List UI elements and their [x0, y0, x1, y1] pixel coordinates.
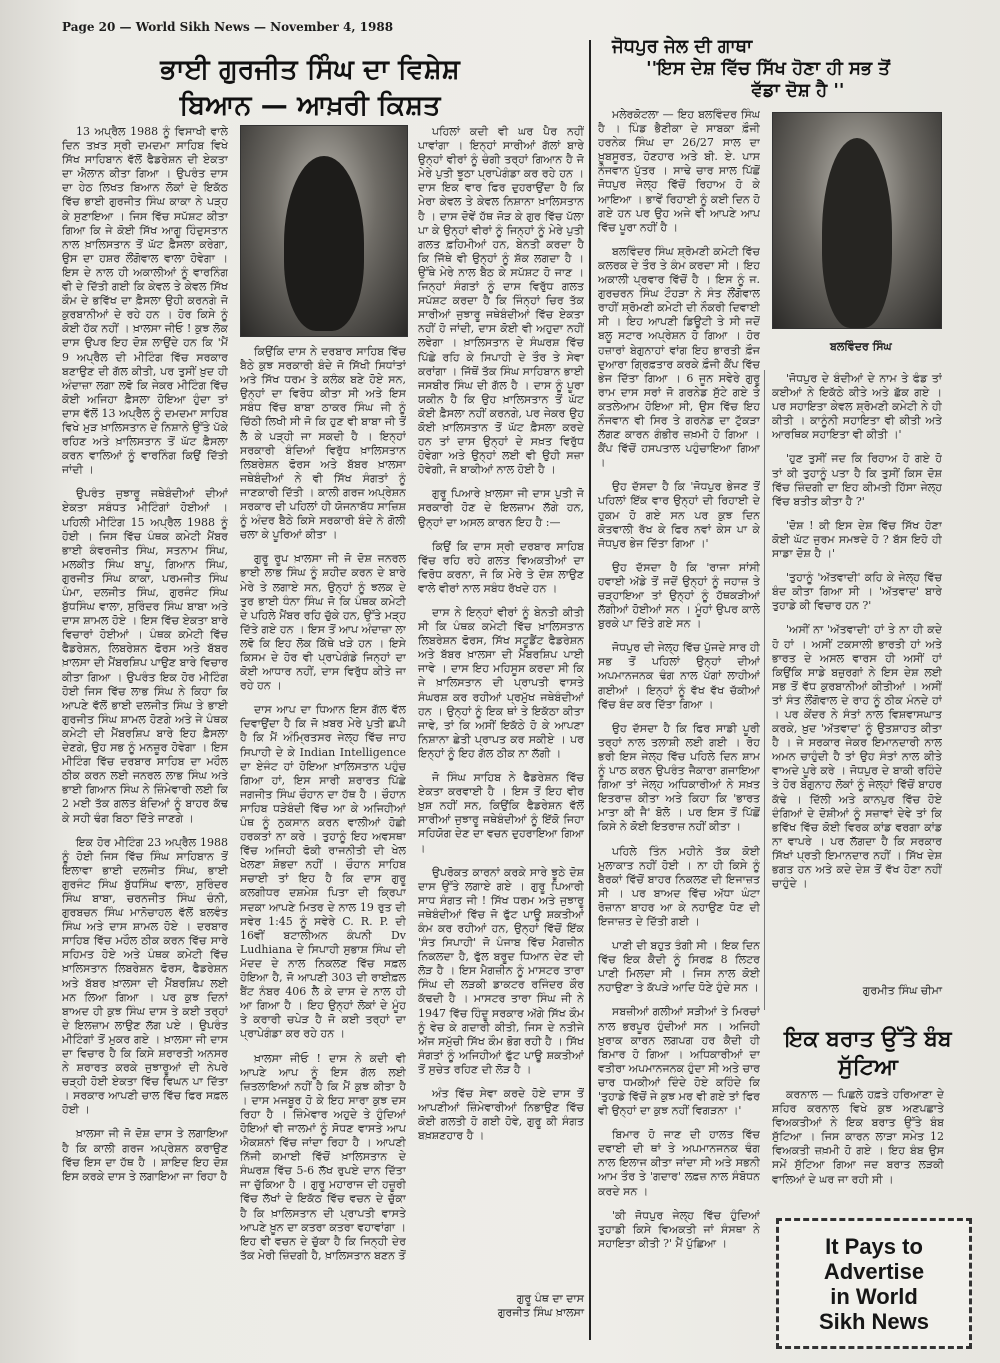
article1-paragraph: ਖ਼ਾਲਸਾ ਜੀ ਜੋ ਦੋਸ਼ ਦਾਸ ਤੇ ਲਗਾਇਆ ਹੈ ਕਿ ਕਾਲੀ ਗਰਜ ਅਪ੍ਰੇਸ਼ਨ ਕਰਾਉਣ ਵਿੱਚ ਇਸ ਦਾ ਹੱਥ ਹੈ । ਸ਼ਾਇਦ ਇਹ ਦੋਸ਼ ਇਸ ਕਰਕੇ ਦਾਸ ਤੇ ਲਗਾਇਆ ਜਾ ਰਿਹਾ ਹੈ [62, 1127, 228, 1183]
article2-paragraph: ਪਾਣੀ ਦੀ ਬਹੁਤ ਤੰਗੀ ਸੀ । ਇਕ ਦਿਨ ਵਿੱਚ ਇਕ ਕੈਦੀ ਨੂੰ ਸਿਰਫ਼ 8 ਲਿਟਰ ਪਾਣੀ ਮਿਲਦਾ ਸੀ । ਜਿਸ ਨਾਲ ਕੋਈ ਨਹਾਉਣਾ ਤੇ ਕੱਪੜੇ ਆਦਿ ਧੋਣੇ ਹੁੰਦੇ ਸਨ । [598, 939, 760, 995]
article2-paragraph: ਬਿਮਾਰ ਹੋ ਜਾਣ ਦੀ ਹਾਲਤ ਵਿੱਚ ਦਵਾਈ ਦੀ ਥਾਂ ਤੇ ਅਪਮਾਨਜਨਕ ਢੰਗ ਨਾਲ ਇਲਾਜ ਕੀਤਾ ਜਾਂਦਾ ਸੀ ਅਤੇ ਸਭਨੀ ਆਮ ਤੌਰ ਤੇ 'ਗਦਾਰ' ਲਫ਼ਜ਼ ਨਾਲ ਸੰਬੋਧਨ ਕਰਦੇ ਸਨ । [598, 1128, 760, 1198]
article2-paragraph: ਬਲਵਿੰਦਰ ਸਿੰਘ ਸ਼੍ਰੋਮਣੀ ਕਮੇਟੀ ਵਿੱਚ ਕਲਰਕ ਦੇ ਤੌਰ ਤੇ ਕੰਮ ਕਰਦਾ ਸੀ । ਇਹ ਅਕਾਲੀ ਪ੍ਰਵਾਰ ਵਿੱਚੋਂ ਹੈ । ਇਸ ਨੂੰ ਜ. ਗੁਰਚਰਨ ਸਿੰਘ ਟੌਹੜਾ ਨੇ ਸੰਤ ਲੌਂਗੋਵਾਲ ਰਾਹੀਂ ਸ਼੍ਰੋਮਣੀ ਕਮੇਟੀ ਦੀ ਨੌਕਰੀ ਦਿਵਾਈ ਸੀ । ਇਹ ਆਪਣੀ ਡਿਊਟੀ ਤੇ ਸੀ ਜਦੋਂ ਬਲੂ ਸਟਾਰ ਅਪ੍ਰੇਸ਼ਨ ਹੋ ਗਿਆ । ਹੋਰ ਹਜ਼ਾਰਾਂ ਬੇਗੁਨਾਹਾਂ ਵਾਂਗ ਇਹ ਭਾਰਤੀ ਫ਼ੌਜ ਦੁਆਰਾ ਗ੍ਰਿਫ਼ਤਾਰ ਕਰਕੇ ਫ਼ੌਜੀ ਕੈਂਪ ਵਿੱਚ ਭੇਜ ਦਿੱਤਾ ਗਿਆ । 6 ਜੂਨ ਸਵੇਰੇ ਗੁਰੂ ਰਾਮ ਦਾਸ ਸਰਾਂ ਜੋ ਗਰਨੇਡ ਸੁੱਟੇ ਗਏ ਤੇ ਕਤਲੇਆਮ ਹੋਇਆ ਸੀ, ਉਸ ਵਿੱਚ ਇਹ ਨੌਜਵਾਨ ਵੀ ਸਿਰ ਤੇ ਗਰਨੇਡ ਦਾ ਟੁੱਕੜਾ ਲੱਗਣ ਕਾਰਨ ਗੰਭੀਰ ਜ਼ਖ਼ਮੀ ਹੋ ਗਿਆ । ਕੈਂਪ ਵਿੱਚੋਂ ਹਸਪਤਾਲ ਪਹੁੰਚਾਇਆ ਗਿਆ । [598, 244, 760, 470]
article2-paragraph: 'ਤੁਹਾਨੂੰ 'ਅੱਤਵਾਦੀ' ਕਹਿ ਕੇ ਜੇਲ੍ਹ ਵਿੱਚ ਬੰਦ ਕੀਤਾ ਗਿਆ ਸੀ । 'ਅੱਤਵਾਦ' ਬਾਰੇ ਤੁਹਾਡੇ ਕੀ ਵਿਚਾਰ ਹਨ ?' [772, 571, 942, 613]
article1-signature [418, 1292, 584, 1320]
column-divider [764, 370, 765, 1010]
article3-headline-line1: ਇਕ ਬਰਾਤ ਉੱਤੇ ਬੰਬ [784, 1027, 952, 1052]
article2-photo-caption: ਬਲਵਿੰਦਰ ਸਿੰਘ [830, 340, 892, 353]
article2-paragraph: ਉਹ ਦੱਸਦਾ ਹੈ ਕਿ 'ਰਾਜਾ ਸਾਂਸੀ ਹਵਾਈ ਅੱਡੇ ਤੋਂ ਜਦੋਂ ਉਨ੍ਹਾਂ ਨੂੰ ਜਹਾਜ਼ ਤੇ ਚੜ੍ਹਾਇਆ ਤਾਂ ਉਨ੍ਹਾਂ ਨੂੰ ਹੱਥਕੜੀਆਂ ਲੱਗੀਆਂ ਹੋਈਆਂ ਸਨ । ਮੂੰਹਾਂ ਉਪਰ ਕਾਲੇ ਬੁਰਕੇ ਪਾ ਦਿੱਤੇ ਗਏ ਸਨ । [598, 560, 760, 631]
article1-paragraph: ਕਿਉਂਕਿ ਦਾਸ ਨੇ ਦਰਬਾਰ ਸਾਹਿਬ ਵਿੱਚ ਬੈਠੇ ਕੁਝ ਸਰਕਾਰੀ ਬੰਦੇ ਜੋ ਸਿੱਖੀ ਸਿਧਾਂਤਾਂ ਅਤੇ ਸਿੱਖ ਧਰਮ ਤੇ ਕਲੰਕ ਬਣੇ ਹੋਏ ਸਨ, ਉਨ੍ਹਾਂ ਦਾ ਵਿਰੋਧ ਕੀਤਾ ਸੀ ਅਤੇ ਇਸ ਸਬੰਧ ਵਿੱਚ ਬਾਬਾ ਠਾਕਰ ਸਿੰਘ ਜੀ ਨੂੰ ਚਿੱਠੀ ਲਿਖੀ ਸੀ ਜੋ ਕਿ ਹੁਣ ਵੀ ਬਾਬਾ ਜੀ ਤੋਂ ਲੈ ਕੇ ਪੜ੍ਹੀ ਜਾ ਸਕਦੀ ਹੈ । ਇਨ੍ਹਾਂ ਸਰਕਾਰੀ ਬੰਦਿਆਂ ਵਿਰੁੱਧ ਖ਼ਾਲਿਸਤਾਨ ਲਿਬਰੇਸ਼ਨ ਫੋਰਸ ਅਤੇ ਬੱਬਰ ਖ਼ਾਲਸਾ ਜਥੇਬੰਦੀਆਂ ਨੇ ਵੀ ਸਿੱਖ ਸੰਗਤਾਂ ਨੂੰ ਜਾਣਕਾਰੀ ਦਿੱਤੀ । ਕਾਲੀ ਗਰਜ ਅਪ੍ਰੇਸ਼ਨ ਸਰਕਾਰ ਦੀ ਪਹਿਲਾਂ ਹੀ ਯੋਜਨਾਬੱਧ ਸਾਜ਼ਿਸ਼ ਨੂੰ ਅੰਦਰ ਬੈਠੇ ਕਿਸੇ ਸਰਕਾਰੀ ਬੰਦੇ ਨੇ ਗੋਲੀ ਚਲਾ ਕੇ ਪੂਰਿਆਂ ਕੀਤਾ । [240, 345, 406, 542]
article2-paragraph: 'ਦੋਸ਼ ! ਕੀ ਇਸ ਦੇਸ਼ ਵਿੱਚ ਸਿੱਖ ਹੋਣਾ ਕੋਈ ਘੱਟ ਜੁਰਮ ਸਮਝਦੇ ਹੋ ? ਬੱਸ ਇਹੋ ਹੀ ਸਾਡਾ ਦੋਸ਼ ਹੈ ।' [772, 518, 942, 561]
article2-byline: ਗੁਰਮੀਤ ਸਿੰਘ ਚੀਮਾ [862, 984, 942, 997]
portrait-silhouette [822, 138, 892, 328]
article3-body [772, 1088, 944, 1206]
ad-line: It Pays to [825, 1233, 923, 1259]
signature-line: ਗੁਰੂ ਪੰਥ ਦਾ ਦਾਸ [516, 1292, 584, 1305]
article1-photo [240, 125, 408, 337]
page-masthead: Page 20 — World Sikh News — November 4, 1988 [62, 20, 394, 34]
article2-paragraph: 'ਕੀ ਜੋਧਪੁਰ ਜੇਲ੍ਹ ਵਿੱਚ ਹੁੰਦਿਆਂ ਤੁਹਾਡੀ ਕਿਸੇ ਵਿਅਕਤੀ ਜਾਂ ਸੰਸਥਾ ਨੇ ਸਹਾਇਤਾ ਕੀਤੀ ?' ਮੈਂ ਪੁੱਛਿਆ । [598, 1208, 760, 1250]
article2-paragraph: 'ਹੁਣ ਤੁਸੀਂ ਜਦ ਕਿ ਰਿਹਾਅ ਹੋ ਗਏ ਹੋ ਤਾਂ ਕੀ ਤੁਹਾਨੂੰ ਪਤਾ ਹੈ ਕਿ ਤੁਸੀਂ ਕਿਸ ਦੋਸ਼ ਵਿੱਚ ਜ਼ਿੰਦਗੀ ਦਾ ਇਹ ਕੀਮਤੀ ਹਿੱਸਾ ਜੇਲ੍ਹ ਵਿੱਚ ਬਤੀਤ ਕੀਤਾ ਹੈ ?' [772, 452, 942, 508]
article1-paragraph: ਗੁਰੂ ਪਿਆਰੇ ਖ਼ਾਲਸਾ ਜੀ ਦਾਸ ਪੁਤੀ ਜੋ ਸਰਕਾਰੀ ਹੋਣ ਦੇ ਇਲਜ਼ਾਮ ਲੱਗੇ ਹਨ, ਉਨ੍ਹਾਂ ਦਾ ਅਸਲ ਕਾਰਨ ਇਹ ਹੈ :— [418, 487, 584, 529]
portrait-silhouette [284, 156, 364, 331]
ad-line: Advertise [823, 1258, 925, 1284]
article1-paragraph: ਉਪਰੋਕਤ ਕਾਰਨਾਂ ਕਰਕੇ ਸਾਰੇ ਝੂਠੇ ਦੋਸ਼ ਦਾਸ ਉੱਤੇ ਲਗਾਏ ਗਏ । ਗੁਰੂ ਪਿਆਰੀ ਸਾਧ ਸੰਗਤ ਜੀ ! ਸਿੱਖ ਧਰਮ ਅਤੇ ਜੁਝਾਰੂ ਜਥੇਬੰਦੀਆਂ ਵਿੱਚ ਜੋ ਫੁੱਟ ਪਾਊ ਸ਼ਕਤੀਆਂ ਕੰਮ ਕਰ ਰਹੀਆਂ ਹਨ, ਉਨ੍ਹਾਂ ਵਿੱਚੋਂ ਇੱਕ 'ਸੰਤ ਸਿਪਾਹੀ' ਜੋ ਪੰਜਾਬ ਵਿੱਚ ਮੈਗਜ਼ੀਨ ਨਿਕਲਦਾ ਹੈ, ਫੁੱਲ ਬਰੂਦ ਧਿਆਨ ਦੇਣ ਦੀ ਲੋੜ ਹੈ । ਇਸ ਮੈਗਜ਼ੀਨ ਨੂੰ ਮਾਸਟਰ ਤਾਰਾ ਸਿੰਘ ਦੀ ਲੜਕੀ ਡਾਕਟਰ ਰਜਿੰਦਰ ਕੌਰ ਕੱਢਦੀ ਹੈ । ਮਾਸਟਰ ਤਾਰਾ ਸਿੰਘ ਜੀ ਨੇ 1947 ਵਿੱਚ ਹਿੰਦੂ ਸਰਕਾਰ ਅੱਗੇ ਸਿੱਖ ਕੌਮ ਨੂੰ ਵੇਚ ਕੇ ਗਦਾਰੀ ਕੀਤੀ, ਜਿਸ ਦੇ ਨਤੀਜੇ ਅੱਜ ਸਮੁੱਚੀ ਸਿੱਖ ਕੌਮ ਭੋਗ ਰਹੀ ਹੈ । ਸਿੱਖ ਸੰਗਤਾਂ ਨੂੰ ਅਜਿਹੀਆਂ ਫੁੱਟ ਪਾਊ ਸ਼ਕਤੀਆਂ ਤੋਂ ਸੁਚੇਤ ਰਹਿਣ ਦੀ ਲੋੜ ਹੈ । [418, 865, 584, 1076]
article2-paragraph: ਉਹ ਦੱਸਦਾ ਹੈ ਕਿ ਫਿਰ ਸਾਡੀ ਪੂਰੀ ਤਰ੍ਹਾਂ ਨਾਲ ਤਲਾਸ਼ੀ ਲਈ ਗਈ । ਰੋਹ ਭਰੀ ਇਸ ਜੇਲ੍ਹ ਵਿੱਚ ਪਹਿਲੇ ਦਿਨ ਸ਼ਾਮ ਨੂੰ ਪਾਠ ਕਰਨ ਉਪਰੰਤ ਜੈਕਾਰਾ ਗਜਾਇਆ ਗਿਆ ਤਾਂ ਜੇਲ੍ਹ ਅਧਿਕਾਰੀਆਂ ਨੇ ਸਖ਼ਤ ਇਤਰਾਜ਼ ਕੀਤਾ ਅਤੇ ਕਿਹਾ ਕਿ 'ਭਾਰਤ ਮਾਤਾ ਕੀ ਜੈ' ਬੋਲੋ । ਪਰ ਇਸ ਤੋਂ ਪਿੱਛੋਂ ਕਿਸੇ ਨੇ ਕੋਈ ਇਤਰਾਜ਼ ਨਹੀਂ ਕੀਤਾ । [598, 721, 760, 834]
article2-paragraph: ਪਹਿਲੇ ਤਿੰਨ ਮਹੀਨੇ ਤੱਕ ਕੋਈ ਮੁਲਾਕਾਤ ਨਹੀਂ ਹੋਈ । ਨਾ ਹੀ ਕਿਸੇ ਨੂੰ ਬੈਰਕਾਂ ਵਿੱਚੋਂ ਬਾਹਰ ਨਿਕਲਣ ਦੀ ਇਜਾਜ਼ਤ ਸੀ । ਪਰ ਬਾਅਦ ਵਿੱਚ ਅੱਧਾ ਘੰਟਾ ਰੋਜ਼ਾਨਾ ਬਾਹਰ ਆ ਕੇ ਨਹਾਉਣ ਧੋਣ ਦੀ ਇਜਾਜ਼ਤ ਦੇ ਦਿੱਤੀ ਗਈ । [598, 844, 760, 928]
article2-paragraph: ਮਲੇਰਕੋਟਲਾ — ਇਹ ਬਲਵਿੰਦਰ ਸਿੰਘ ਹੈ । ਪਿੰਡ ਭੈਣੀਕਾ ਦੇ ਸਾਬਕਾ ਫ਼ੌਜੀ ਹਰਨੇਕ ਸਿੰਘ ਦਾ 26/27 ਸਾਲ ਦਾ ਖ਼ੂਬਸੂਰਤ, ਹੋਣਹਾਰ ਅਤੇ ਬੀ. ਏ. ਪਾਸ ਨੌਜਵਾਨ ਪੁੱਤਰ । ਸਾਢੇ ਚਾਰ ਸਾਲ ਪਿੱਛੋਂ ਜੋਧਪੁਰ ਜੇਲ੍ਹ ਵਿੱਚੋਂ ਰਿਹਾਅ ਹੋ ਕੇ ਆਇਆ । ਭਾਵੇਂ ਰਿਹਾਈ ਨੂੰ ਕਈ ਦਿਨ ਹੋ ਗਏ ਹਨ ਪਰ ਉਹ ਅਜੇ ਵੀ ਆਪਣੇ ਆਪ ਵਿੱਚ ਪੂਰਾ ਨਹੀਂ ਹੈ । [598, 108, 760, 234]
article2-column-1 [598, 108, 760, 1340]
article1-headline [120, 52, 500, 124]
article1-headline-line2: ਬਿਆਨ — ਆਖ਼ਰੀ ਕਿਸ਼ਤ [179, 90, 441, 121]
article2-headline [598, 36, 938, 102]
column-divider [589, 40, 591, 1340]
article3-headline-line2: ਸੁੱਟਿਆ [838, 1055, 898, 1080]
signature-name: ਗੁਰਜੀਤ ਸਿੰਘ ਖ਼ਾਲਸਾ [497, 1306, 584, 1319]
article2-column-2 [772, 372, 942, 967]
article1-paragraph: ਕਿਉਂ ਕਿ ਦਾਸ ਸ੍ਰੀ ਦਰਬਾਰ ਸਾਹਿਬ ਵਿੱਚ ਰਹਿ ਰਹੇ ਗਲਤ ਵਿਅਕਤੀਆਂ ਦਾ ਵਿਰੋਧ ਕਰਨਾ, ਜੋ ਕਿ ਮੇਰੇ ਤੇ ਦੋਸ਼ ਲਾਉਣ ਵਾਲੇ ਵੀਰਾਂ ਨਾਲ ਸਬੰਧ ਰੱਖਦੇ ਹਨ । [418, 539, 584, 595]
advertisement-box [776, 1218, 972, 1349]
article1-paragraph: ਜੋ ਸਿੰਘ ਸਾਹਿਬ ਨੇ ਫੈਡਰੇਸ਼ਨ ਵਿੱਚ ਏਕਤਾ ਕਰਵਾਈ ਹੈ । ਇਸ ਤੋਂ ਇਹ ਵੀਰ ਖ਼ੁਸ਼ ਨਹੀਂ ਸਨ, ਕਿਉਂਕਿ ਫੈਡਰੇਸ਼ਨ ਵੱਲੋਂ ਸਾਰੀਆਂ ਜੁਝਾਰੂ ਜਥੇਬੰਦੀਆਂ ਨੂੰ ਇੱਕੋ ਜਿਹਾ ਸਹਿਯੋਗ ਦੇਣ ਦਾ ਵਚਨ ਦੁਹਰਾਇਆ ਗਿਆ । [418, 771, 584, 855]
article1-paragraph: ਉਪਰੰਤ ਜੁਝਾਰੂ ਜਥੇਬੰਦੀਆਂ ਦੀਆਂ ਏਕਤਾ ਸਬੰਧਤ ਮੀਟਿੰਗਾਂ ਹੋਈਆਂ । ਪਹਿਲੀ ਮੀਟਿੰਗ 15 ਅਪ੍ਰੈਲ 1988 ਨੂੰ ਹੋਈ । ਜਿਸ ਵਿੱਚ ਪੰਥਕ ਕਮੇਟੀ ਮੈਂਬਰ ਭਾਈ ਕੰਵਰਜੀਤ ਸਿੰਘ, ਸਤਨਾਮ ਸਿੰਘ, ਮਲਕੀਤ ਸਿੰਘ ਬਾਪੂ, ਗਿਆਨ ਸਿੰਘ, ਗੁਰਜੀਤ ਸਿੰਘ ਕਾਕਾ, ਪਰਮਜੀਤ ਸਿੰਘ ਪੰਮਾ, ਦਲਜੀਤ ਸਿੰਘ, ਗੁਰਜੰਟ ਸਿੰਘ ਬੁੱਧਸਿੰਘ ਵਾਲਾ, ਸੁਰਿੰਦਰ ਸਿੰਘ ਬਾਬਾ ਅਤੇ ਦਾਸ ਸ਼ਾਮਲ ਹੋਏ । ਇਸ ਵਿੱਚ ਏਕਤਾ ਬਾਰੇ ਵਿਚਾਰਾਂ ਹੋਈਆਂ । ਪੰਥਕ ਕਮੇਟੀ ਵਿੱਚ ਫੈਡਰੇਸ਼ਨ, ਲਿਬਰੇਸ਼ਨ ਫੋਰਸ ਅਤੇ ਬੱਬਰ ਖ਼ਾਲਸਾ ਦੀ ਮੈਂਬਰਸ਼ਿਪ ਪਾਉਣ ਬਾਰੇ ਵਿਚਾਰ ਕੀਤਾ ਗਿਆ । ਉਪਰੰਤ ਇਕ ਹੋਰ ਮੀਟਿੰਗ ਹੋਈ ਜਿਸ ਵਿੱਚ ਲਾਭ ਸਿੰਘ ਨੇ ਕਿਹਾ ਕਿ ਆਪਣੇ ਵੱਲੋਂ ਭਾਈ ਦਲਜੀਤ ਸਿੰਘ ਤੇ ਭਾਈ ਗੁਰਜੀਤ ਸਿੰਘ ਸ਼ਾਮਲ ਹੋਣਗੇ ਅਤੇ ਜੇ ਪੰਥਕ ਕਮੇਟੀ ਦੀ ਮੈਂਬਰਸ਼ਿਪ ਬਾਰੇ ਇਹ ਫ਼ੈਸਲਾ ਦੇਣਗੇ, ਉਹ ਸਭ ਨੂੰ ਮਨਜ਼ੂਰ ਹੋਵੇਗਾ । ਇਸ ਮੀਟਿੰਗ ਵਿੱਚ ਦਰਬਾਰ ਸਾਹਿਬ ਦਾ ਮਹੌਲ ਠੀਕ ਕਰਨ ਲਈ ਜਨਰਲ ਲਾਭ ਸਿੰਘ ਅਤੇ ਭਾਈ ਗਿਆਨ ਸਿੰਘ ਨੇ ਜ਼ਿੰਮੇਵਾਰੀ ਲਈ ਕਿ 2 ਮਈ ਤੱਕ ਗਲਤ ਬੰਦਿਆਂ ਨੂੰ ਬਾਹਰ ਕੱਢ ਕੇ ਸਹੀ ਢੰਗ ਬਿਠਾ ਦਿੱਤੇ ਜਾਣਗੇ । [62, 487, 228, 825]
article2-paragraph: ਉਹ ਦੱਸਦਾ ਹੈ ਕਿ 'ਜੋਧਪੁਰ ਭੇਜਣ ਤੋਂ ਪਹਿਲਾਂ ਇੱਕ ਵਾਰ ਉਨ੍ਹਾਂ ਦੀ ਰਿਹਾਈ ਦੇ ਹੁਕਮ ਹੋ ਗਏ ਸਨ ਪਰ ਕੁਝ ਦਿਨ ਕੋਤਵਾਲੀ ਰੱਖ ਕੇ ਫਿਰ ਨਵਾਂ ਕੇਸ ਪਾ ਕੇ ਜੋਧਪੁਰ ਭੇਜ ਦਿੱਤਾ ਗਿਆ ।' [598, 480, 760, 550]
article1-paragraph: ਇਕ ਹੋਰ ਮੀਟਿੰਗ 23 ਅਪ੍ਰੈਲ 1988 ਨੂੰ ਹੋਈ ਜਿਸ ਵਿੱਚ ਸਿੰਘ ਸਾਹਿਬਾਨ ਤੋਂ ਇਲਾਵਾ ਭਾਈ ਦਲਜੀਤ ਸਿੰਘ, ਭਾਈ ਗੁਰਜੰਟ ਸਿੰਘ ਬੁੱਧਸਿੰਘ ਵਾਲਾ, ਸੁਰਿੰਦਰ ਸਿੰਘ ਬਾਬਾ, ਚਰਨਜੀਤ ਸਿੰਘ ਚੰਨੀ, ਗੁਰਬਚਨ ਸਿੰਘ ਮਾਨੋਚਾਹਲ ਵੱਲੋਂ ਬਲਵੰਤ ਸਿੰਘ ਅਤੇ ਦਾਸ ਸ਼ਾਮਲ ਹੋਏ । ਦਰਬਾਰ ਸਾਹਿਬ ਵਿੱਚ ਮਹੌਲ ਠੀਕ ਕਰਨ ਵਿੱਚ ਸਾਰੇ ਸਹਿਮਤ ਹੋਏ ਅਤੇ ਪੰਥਕ ਕਮੇਟੀ ਵਿੱਚ ਖ਼ਾਲਿਸਤਾਨ ਲਿਬਰੇਸ਼ਨ ਫੋਰਸ, ਫੈਡਰੇਸ਼ਨ ਅਤੇ ਬੱਬਰ ਖ਼ਾਲਸਾ ਦੀ ਮੈਂਬਰਸ਼ਿਪ ਲਈ ਮਨ ਲਿਆ ਗਿਆ । ਪਰ ਕੁਝ ਦਿਨਾਂ ਬਾਅਦ ਹੀ ਕੁਝ ਸਿੰਘ ਦਾਸ ਤੇ ਕਈ ਤਰ੍ਹਾਂ ਦੇ ਇਲਜ਼ਾਮ ਲਾਉਣ ਲੱਗ ਪਏ । ਉਪਰੰਤ ਮੀਟਿੰਗਾਂ ਤੋਂ ਮੁਕਰ ਗਏ । ਖ਼ਾਲਸਾ ਜੀ ਦਾਸ ਦਾ ਵਿਚਾਰ ਹੈ ਕਿ ਕਿਸੇ ਸ਼ਰਾਰਤੀ ਅਨਸਰ ਨੇ ਸ਼ਰਾਰਤ ਕਰਕੇ ਜੁਝਾਰੂਆਂ ਦੀ ਨੇਪਰੇ ਚੜ੍ਹੀ ਹੋਈ ਏਕਤਾ ਵਿੱਚ ਵਿਘਨ ਪਾ ਦਿੱਤਾ । ਸਰਕਾਰ ਆਪਣੀ ਚਾਲ ਵਿੱਚ ਫਿਰ ਸਫ਼ਲ ਹੋਈ । [62, 835, 228, 1117]
article1-paragraph: ਖ਼ਾਲਸਾ ਜੀਓ ! ਦਾਸ ਨੇ ਕਦੀ ਵੀ ਆਪਣੇ ਆਪ ਨੂੰ ਇਸ ਗੱਲ ਲਈ ਜ਼ਿਤਲਾਇਆਂ ਨਹੀਂ ਹੈ ਕਿ ਮੈਂ ਕੁਝ ਕੀਤਾ ਹੈ । ਦਾਸ ਮਜਬੂਰ ਹੋ ਕੇ ਇਹ ਸਾਰਾ ਕੁਝ ਦਸ ਰਿਹਾ ਹੈ । ਜ਼ਿੰਮੇਵਾਰ ਅਹੁਦੇ ਤੇ ਹੁੰਦਿਆਂ ਹੋਇਆਂ ਵੀ ਜਾਲਮਾਂ ਨੂੰ ਸੋਧਣ ਵਾਸਤੇ ਆਪ ਐਕਸ਼ਨਾਂ ਵਿੱਚ ਜਾਂਦਾ ਰਿਹਾ ਹੈ । ਆਪਣੀ ਨਿੱਜੀ ਕਮਾਈ ਵਿੱਚੋਂ ਖ਼ਾਲਿਸਤਾਨ ਦੇ ਸੰਘਰਸ਼ ਵਿੱਚ 5-6 ਲੱਖ ਰੁਪਏ ਦਾਨ ਦਿੱਤਾ ਜਾ ਚੁੱਕਿਆ ਹੈ । ਗੁਰੂ ਮਹਾਰਾਜ ਦੀ ਹਜ਼ੂਰੀ ਵਿੱਚ ਲੱਖਾਂ ਦੇ ਇਕੱਠ ਵਿੱਚ ਵਚਨ ਦੇ ਚੁੱਕਾ ਹੈ ਕਿ ਖ਼ਾਲਿਸਤਾਨ ਦੀ ਪ੍ਰਾਪਤੀ ਵਾਸਤੇ ਆਪਣੇ ਖ਼ੂਨ ਦਾ ਕਤਰਾ ਕਤਰਾ ਵਹਾਵਾਂਗਾ । ਇਹ ਵੀ ਵਚਨ ਦੇ ਚੁੱਕਾ ਹੈ ਕਿ ਜਿਨ੍ਹੀ ਦੇਰ ਤੱਕ ਮੇਰੀ ਜ਼ਿੰਦਗੀ ਹੈ, ਖ਼ਾਲਿਸਤਾਨ ਬਣਨ ਤੋਂ [240, 1051, 406, 1262]
article2-headline-line1: ਜੋਧਪੁਰ ਜੇਲ ਦੀ ਗਾਥਾ [612, 36, 753, 57]
article2-headline-line2: ''ਇਸ ਦੇਸ਼ ਵਿੱਚ ਸਿੱਖ ਹੋਣਾ ਹੀ ਸਭ ਤੋਂ [646, 58, 890, 79]
article1-column-1 [62, 125, 228, 1340]
article1-headline-line1: ਭਾਈ ਗੁਰਜੀਤ ਸਿੰਘ ਦਾ ਵਿਸ਼ੇਸ਼ [160, 54, 460, 85]
article1-paragraph: ਪਹਿਲਾਂ ਕਦੀ ਵੀ ਘਰ ਪੈਰ ਨਹੀਂ ਪਾਵਾਂਗਾ । ਇਨ੍ਹਾਂ ਸਾਰੀਆਂ ਗੱਲਾਂ ਬਾਰੇ ਉਨ੍ਹਾਂ ਵੀਰਾਂ ਨੂੰ ਚੰਗੀ ਤਰ੍ਹਾਂ ਗਿਆਨ ਹੈ ਜੋ ਮੇਰੇ ਪੁਤੀ ਝੂਠਾ ਪ੍ਰਾਪੇਗੰਡਾ ਕਰ ਰਹੇ ਹਨ । ਦਾਸ ਇਕ ਵਾਰ ਫਿਰ ਦੁਹਰਾਉਂਦਾ ਹੈ ਕਿ ਮੇਰਾ ਕੇਵਲ ਤੇ ਕੇਵਲ ਨਿਸ਼ਾਨਾ ਖ਼ਾਲਿਸਤਾਨ ਹੈ । ਦਾਸ ਦੋਵੇਂ ਹੱਥ ਜੋੜ ਕੇ ਗੁਰ ਵਿੱਚ ਪੱਲਾ ਪਾ ਕੇ ਉਨ੍ਹਾਂ ਵੀਰਾਂ ਨੂੰ ਜਿਨ੍ਹਾਂ ਨੂੰ ਮੇਰੇ ਪੁਤੀ ਗਲਤ ਫ਼ਹਿਮੀਆਂ ਹਨ, ਬੇਨਤੀ ਕਰਦਾ ਹੈ ਕਿ ਜਿੱਥੇ ਵੀ ਉਨ੍ਹਾਂ ਨੂੰ ਸ਼ੱਕ ਲਗਦਾ ਹੈ । ਉੱਥੇ ਮੇਰੇ ਨਾਲ ਬੈਠ ਕੇ ਸਪੱਸ਼ਟ ਹੋ ਜਾਣ । ਜਿਨ੍ਹਾਂ ਸੰਗਤਾਂ ਨੂੰ ਦਾਸ ਵਿਰੁੱਧ ਗਲਤ ਸਪੱਸ਼ਟ ਕਰਦਾ ਹੈ ਕਿ ਜਿੰਨ੍ਹਾਂ ਚਿਰ ਤੱਕ ਸਾਰੀਆਂ ਜੁਝਾਰੂ ਜਥੇਬੰਦੀਆਂ ਵਿੱਚ ਏਕਤਾ ਨਹੀਂ ਹੋ ਜਾਂਦੀ, ਦਾਸ ਕੋਈ ਵੀ ਅਹੁਦਾ ਨਹੀਂ ਲਵੇਗਾ । ਖ਼ਾਲਿਸਤਾਨ ਦੇ ਸੰਘਰਸ਼ ਵਿੱਚ ਪਿੱਛੇ ਰਹਿ ਕੇ ਸਿਪਾਹੀ ਦੇ ਤੌਰ ਤੇ ਸੇਵਾ ਕਰਾਂਗਾ । ਜਿੱਥੋਂ ਤੱਕ ਸਿੰਘ ਸਾਹਿਬਾਨ ਭਾਈ ਜਸਬੀਰ ਸਿੰਘ ਦੀ ਗੱਲ ਹੈ । ਦਾਸ ਨੂੰ ਪੂਰਾ ਯਕੀਨ ਹੈ ਕਿ ਉਹ ਖ਼ਾਲਿਸਤਾਨ ਤੋਂ ਘੱਟ ਕੋਈ ਫ਼ੈਸਲਾ ਨਹੀਂ ਕਰਨਗੇ, ਪਰ ਜੇਕਰ ਉਹ ਕੋਈ ਖ਼ਾਲਿਸਤਾਨ ਤੋਂ ਘੱਟ ਫ਼ੈਸਲਾ ਕਰਦੇ ਹਨ ਤਾਂ ਦਾਸ ਉਨ੍ਹਾਂ ਦੇ ਸਖ਼ਤ ਵਿਰੁੱਧ ਹੋਵੇਗਾ ਅਤੇ ਉਨ੍ਹਾਂ ਲਈ ਵੀ ਉਹੀ ਸਜ਼ਾ ਹੋਵੇਗੀ, ਜੋ ਬਾਕੀਆਂ ਨਾਲ ਹੋਈ ਹੈ । [418, 125, 584, 477]
article2-paragraph: 'ਅਸੀਂ ਨਾ 'ਅੱਤਵਾਦੀ' ਹਾਂ ਤੇ ਨਾ ਹੀ ਕਦੇ ਹੋ ਹਾਂ । ਅਸੀਂ ਟਕਸਾਲੀ ਭਾਰਤੀ ਹਾਂ ਅਤੇ ਭਾਰਤ ਦੇ ਅਸਲ ਵਾਰਸ ਹੀ ਅਸੀਂ ਹਾਂ ਕਿਉਂਕਿ ਸਾਡੇ ਬਜ਼ੁਰਗਾਂ ਨੇ ਇਸ ਦੇਸ਼ ਲਈ ਸਭ ਤੋਂ ਵੱਧ ਕੁਰਬਾਨੀਆਂ ਕੀਤੀਆਂ । ਅਸੀਂ ਤਾਂ ਸੰਤ ਲੌਂਗੋਵਾਲ ਦੇ ਰਾਹ ਨੂੰ ਠੀਕ ਮੰਨਦੇ ਹਾਂ । ਪਰ ਕੇਂਦਰ ਨੇ ਸੰਤਾਂ ਨਾਲ ਵਿਸ਼ਵਾਸਘਾਤ ਕਰਕੇ, ਖ਼ੁਦ 'ਅੱਤਵਾਦ' ਨੂੰ ਉਤਸ਼ਾਹਤ ਕੀਤਾ ਹੈ । ਜੇ ਸਰਕਾਰ ਜੇਕਰ ਇਮਾਨਦਾਰੀ ਨਾਲ ਅਮਨ ਚਾਹੁੰਦੀ ਹੈ ਤਾਂ ਉਹ ਸੰਤਾਂ ਨਾਲ ਕੀਤੇ ਵਾਅਦੇ ਪੂਰੇ ਕਰੇ । ਜੋਧਪੁਰ ਦੇ ਬਾਕੀ ਰਹਿੰਦੇ ਤੇ ਹੋਰ ਬੇਗੁਨਾਹ ਲੋਕਾਂ ਨੂੰ ਜੇਲ੍ਹਾਂ ਵਿੱਚੋਂ ਬਾਹਰ ਕੱਢੇ । ਦਿੱਲੀ ਅਤੇ ਕਾਨਪੁਰ ਵਿੱਚ ਹੋਏ ਦੰਗਿਆਂ ਦੇ ਦੋਸ਼ੀਆਂ ਨੂੰ ਸਜ਼ਾਵਾਂ ਦੇਵੇ ਤਾਂ ਕਿ ਭਵਿੱਖ ਵਿੱਚ ਕੋਈ ਵਿਰਕ ਕਾਂਡ ਵਰਗਾ ਕਾਂਡ ਨਾ ਵਾਪਰੇ । ਪਰ ਲੱਗਦਾ ਹੈ ਕਿ ਸਰਕਾਰ ਸਿੱਖਾਂ ਪ੍ਰਤੀ ਇਮਾਨਦਾਰ ਨਹੀਂ । ਸਿੱਖ ਦੇਸ਼ ਭਗਤ ਹਨ ਅਤੇ ਕਦੇ ਦੇਸ਼ ਤੋਂ ਵੱਖ ਹੋਣਾ ਨਹੀਂ ਚਾਹੁੰਦੇ । [772, 623, 942, 891]
article1-paragraph: ਗੁਰੂ ਰੂਪ ਖ਼ਾਲਸਾ ਜੀ ਜੋ ਦੋਸ਼ ਜਨਰਲ ਭਾਈ ਲਾਭ ਸਿੰਘ ਨੂੰ ਸ਼ਹੀਦ ਕਰਨ ਦੇ ਬਾਰੇ ਮੇਰੇ ਤੇ ਲਗਾਏ ਸਨ, ਉਨ੍ਹਾਂ ਨੂੰ ਝਲਕ ਦੇ ਤੁਰ ਭਾਈ ਧੰਨਾ ਸਿੰਘ ਜੋ ਕਿ ਪੰਥਕ ਕਮੇਟੀ ਦੇ ਪਹਿਲੇ ਮੈਂਬਰ ਰਹਿ ਚੁੱਕੇ ਹਨ, ਉੱਤੇ ਮੜ੍ਹ ਦਿੱਤੇ ਗਏ ਹਨ । ਇਸ ਤੋਂ ਆਪ ਅੰਦਾਜ਼ਾ ਲਾ ਲਵੋ ਕਿ ਇਹ ਲੋਕ ਕਿੱਥੇ ਖੜੇ ਹਨ । ਇਸੇ ਕਿਸਮ ਦੇ ਹੋਰ ਵੀ ਪ੍ਰਾਪੇਗੰਡੇ ਜਿਨ੍ਹਾਂ ਦਾ ਕੋਈ ਆਧਾਰ ਨਹੀਂ, ਦਾਸ ਵਿਰੁੱਧ ਕੀਤੇ ਜਾ ਰਹੇ ਹਨ । [240, 552, 406, 693]
article1-paragraph: ਦਾਸ ਆਪ ਦਾ ਧਿਆਨ ਇਸ ਗੱਲ ਵੱਲ ਦਿਵਾਉਂਦਾ ਹੈ ਕਿ ਜੋ ਖ਼ਬਰ ਮੇਰੇ ਪੁਤੀ ਛਪੀ ਹੈ ਕਿ ਮੈਂ ਅੰਮ੍ਰਿਤਸਰ ਜੇਲ੍ਹ ਵਿੱਚ ਜਾਹ ਸਿਪਾਹੀ ਦੇ ਕੇ Indian Intelligence ਦਾ ਏਜੰਟ ਹਾਂ ਹੋਇਆ ਖ਼ਾਲਿਸਤਾਨ ਪਹੁੰਚ ਗਿਆ ਹਾਂ, ਇਸ ਸਾਰੀ ਸ਼ਰਾਰਤ ਪਿੱਛੇ ਜਗਜੀਤ ਸਿੰਘ ਚੌਹਾਨ ਦਾ ਹੱਥ ਹੈ । ਚੌਹਾਨ ਸਾਹਿਬ ਧੜੇਬੰਦੀ ਵਿੱਚ ਆ ਕੇ ਅਜਿਹੀਆਂ ਪੰਥ ਨੂੰ ਨੁਕਸਾਨ ਕਰਨ ਵਾਲੀਆਂ ਹੋਛੀ ਹਰਕਤਾਂ ਨਾ ਕਰੇ । ਤੁਹਾਨੂੰ ਇਹ ਅਵਸਥਾ ਵਿੱਚ ਅਜਿਹੀ ਫੋਕੀ ਰਾਜਨੀਤੀ ਦੀ ਖੇਲ ਖੇਲਣਾ ਸ਼ੋਭਦਾ ਨਹੀਂ । ਚੌਹਾਨ ਸਾਹਿਬ ਸਚਾਈ ਤਾਂ ਇਹ ਹੈ ਕਿ ਦਾਸ ਗੁਰੂ ਕਲਗੀਧਰ ਦਸ਼ਮੇਸ਼ ਪਿਤਾ ਦੀ ਕ੍ਰਿਪਾ ਸਦਕਾ ਆਪਣੇ ਮਿਤਰ ਦੇ ਨਾਲ 19 ਰੁਤ ਦੀ ਸਵੇਰ 1:45 ਨੂੰ ਸਵੇਰੇ C. R. P. ਦੀ 16ਵੀਂ ਬਟਾਲੀਅਨ ਕੰਪਨੀ Dv Ludhiana ਦੇ ਸਿਪਾਹੀ ਸੁਭਾਸ਼ ਸਿੰਘ ਦੀ ਮੱਦਦ ਦੇ ਨਾਲ ਨਿਕਲਣ ਵਿੱਚ ਸਫ਼ਲ ਹੋਇਆ ਹੈ, ਜੋ ਆਪਣੀ 303 ਦੀ ਰਾਈਫ਼ਲ ਬੈਂਟ ਨੰਬਰ 406 ਲੈ ਕੇ ਦਾਸ ਦੇ ਨਾਲ ਹੀ ਆ ਗਿਆ ਹੈ । ਇਹ ਉਨ੍ਹਾਂ ਲੋਕਾਂ ਦੇ ਮੂੰਹ ਤੇ ਕਰਾਰੀ ਚਪੇੜ ਹੈ ਜੋ ਕਈ ਤਰ੍ਹਾਂ ਦਾ ਪ੍ਰਾਪੇਗੰਡਾ ਕਰ ਰਹੇ ਹਨ । [240, 703, 406, 1041]
article1-paragraph: ਦਾਸ ਨੇ ਇਨ੍ਹਾਂ ਵੀਰਾਂ ਨੂੰ ਬੇਨਤੀ ਕੀਤੀ ਸੀ ਕਿ ਪੰਥਕ ਕਮੇਟੀ ਵਿੱਚ ਖ਼ਾਲਿਸਤਾਨ ਲਿਬਰੇਸ਼ਨ ਫੋਰਸ, ਸਿੱਖ ਸਟੂਡੈਂਟ ਫੈਡਰੇਸ਼ਨ ਅਤੇ ਬੱਬਰ ਖ਼ਾਲਸਾ ਦੀ ਮੈਂਬਰਸ਼ਿਪ ਪਾਈ ਜਾਵੇ । ਦਾਸ ਇਹ ਮਹਿਸੂਸ ਕਰਦਾ ਸੀ ਕਿ ਜੇ ਖ਼ਾਲਿਸਤਾਨ ਦੀ ਪ੍ਰਾਪਤੀ ਵਾਸਤੇ ਸੰਘਰਸ਼ ਕਰ ਰਹੀਆਂ ਪ੍ਰਮੁੱਖ ਜਥੇਬੰਦੀਆਂ ਹਨ । ਉਨ੍ਹਾਂ ਨੂੰ ਇਕ ਥਾਂ ਤੇ ਇਕੱਠਾ ਕੀਤਾ ਜਾਵੇ, ਤਾਂ ਕਿ ਅਸੀਂ ਇਕੱਠੇ ਹੋ ਕੇ ਆਪਣਾ ਨਿਸ਼ਾਨਾ ਛੇਤੀ ਪ੍ਰਾਪਤ ਕਰ ਸਕੀਏ । ਪਰ ਇਨ੍ਹਾਂ ਨੂੰ ਇਹ ਗੱਲ ਠੀਕ ਨਾ ਲੱਗੀ । [418, 606, 584, 760]
article2-paragraph: ਸਬਜ਼ੀਆਂ ਗਲੀਆਂ ਸੜੀਆਂ ਤੇ ਮਿਰਚਾਂ ਨਾਲ ਭਰਪੂਰ ਹੁੰਦੀਆਂ ਸਨ । ਅਜਿਹੀ ਖ਼ੁਰਾਕ ਕਾਰਨ ਲਗਪਗ ਹਰ ਕੈਦੀ ਹੀ ਬਿਮਾਰ ਹੋ ਗਿਆ । ਅਧਿਕਾਰੀਆਂ ਦਾ ਵਤੀਰਾ ਅਪਮਾਨਜਨਕ ਹੁੰਦਾ ਸੀ ਅਤੇ ਚਾਰ ਚਾਰ ਧਮਕੀਆਂ ਦਿੰਦੇ ਹੋਏ ਕਹਿੰਦੇ ਕਿ 'ਤੁਹਾਡੇ ਵਿੱਚੋਂ ਜੇ ਕੁਝ ਮਰ ਵੀ ਗਏ ਤਾਂ ਫਿਰ ਵੀ ਉਨ੍ਹਾਂ ਦਾ ਕੁਝ ਨਹੀਂ ਵਿਗੜਨਾ ।' [598, 1005, 760, 1118]
article1-column-2 [240, 345, 406, 1340]
article2-headline-line3: ਵੱਡਾ ਦੋਸ਼ ਹੈ '' [751, 80, 845, 101]
article2-photo [772, 112, 942, 329]
ad-line: in World [830, 1283, 918, 1309]
article1-paragraph: ਅੰਤ ਵਿੱਚ ਸੇਵਾ ਕਰਦੇ ਹੋਏ ਦਾਸ ਤੋਂ ਆਪਣੀਆਂ ਜ਼ਿੰਮੇਵਾਰੀਆਂ ਨਿਭਾਉਣ ਵਿੱਚ ਕੋਈ ਗਲਤੀ ਹੋ ਗਈ ਹੋਵੇ, ਗੁਰੂ ਕੀ ਸੰਗਤ ਬਖ਼ਸ਼ਣਹਾਰ ਹੈ । [418, 1087, 584, 1143]
article3-paragraph: ਕਰਨਾਲ — ਪਿਛਲੇ ਹਫ਼ਤੇ ਹਰਿਆਣਾ ਦੇ ਸ਼ਹਿਰ ਕਰਨਾਲ ਵਿਖੇ ਕੁਝ ਅਣਪਛਾਤੇ ਵਿਅਕਤੀਆਂ ਨੇ ਇਕ ਬਰਾਤ ਉੱਤੇ ਬੰਬ ਸੁੱਟਿਆ । ਜਿਸ ਕਾਰਨ ਲਾੜਾ ਸਮੇਤ 12 ਵਿਅਕਤੀ ਜ਼ਖ਼ਮੀ ਹੋ ਗਏ । ਇਹ ਬੰਬ ਉਸ ਸਮੇਂ ਸੁੱਟਿਆ ਗਿਆ ਜਦ ਬਰਾਤ ਲੜਕੀ ਵਾਲਿਆਂ ਦੇ ਘਰ ਜਾ ਰਹੀ ਸੀ । [772, 1088, 944, 1186]
article2-paragraph: 'ਜੋਧਪੁਰ ਦੇ ਬੰਦੀਆਂ ਦੇ ਨਾਮ ਤੇ ਫੰਡ ਤਾਂ ਕਈਆਂ ਨੇ ਇਕੱਠੇ ਕੀਤੇ ਅਤੇ ਛੱਕ ਗਏ । ਪਰ ਸਹਾਇਤਾ ਕੇਵਲ ਸ਼੍ਰੋਮਣੀ ਕਮੇਟੀ ਨੇ ਹੀ ਕੀਤੀ । ਕਾਨੂੰਨੀ ਸਹਾਇਤਾ ਵੀ ਕੀਤੀ ਅਤੇ ਆਰਥਿਕ ਸਹਾਇਤਾ ਵੀ ਕੀਤੀ ।' [772, 372, 942, 442]
article1-column-3 [418, 125, 584, 1285]
article2-paragraph: ਜੋਧਪੁਰ ਦੀ ਜੇਲ੍ਹ ਵਿੱਚ ਪੁੱਜਦੇ ਸਾਰ ਹੀ ਸਭ ਤੋਂ ਪਹਿਲਾਂ ਉਨ੍ਹਾਂ ਦੀਆਂ ਅਪਮਾਨਜਨਕ ਢੰਗ ਨਾਲ ਪੱਗਾਂ ਲਾਹੀਆਂ ਗਈਆਂ । ਇਨ੍ਹਾਂ ਨੂੰ ਵੱਖ ਵੱਖ ਚੱਕੀਆਂ ਵਿੱਚ ਬੰਦ ਕਰ ਦਿੱਤਾ ਗਿਆ । [598, 641, 760, 711]
article1-paragraph: 13 ਅਪ੍ਰੈਲ 1988 ਨੂੰ ਵਿਸਾਖੀ ਵਾਲੇ ਦਿਨ ਤਖ਼ਤ ਸ੍ਰੀ ਦਮਦਮਾ ਸਾਹਿਬ ਵਿਖੇ ਸਿੱਖ ਸਾਹਿਬਾਨ ਵੱਲੋਂ ਫੈਡਰੇਸ਼ਨ ਦੀ ਏਕਤਾ ਦਾ ਐਲਾਨ ਕੀਤਾ ਗਿਆ । ਉਪਰੰਤ ਦਾਸ ਦਾ ਹੇਠ ਲਿਖਤ ਬਿਆਨ ਲੋਕਾਂ ਦੇ ਇਕੱਠ ਵਿੱਚ ਭਾਈ ਗੁਰਜੀਤ ਸਿੰਘ ਕਾਕਾ ਨੇ ਪੜ੍ਹ ਕੇ ਸੁਣਾਇਆ । ਜਿਸ ਵਿੱਚ ਸਪੱਸ਼ਟ ਕੀਤਾ ਗਿਆ ਕਿ ਜੇ ਕੋਈ ਸਿੱਖ ਆਗੂ ਹਿੰਦੁਸਤਾਨ ਨਾਲ ਖ਼ਾਲਿਸਤਾਨ ਤੋਂ ਘੱਟ ਫ਼ੈਸਲਾ ਕਰੇਗਾ, ਉਸ ਦਾ ਹਸ਼ਰ ਲੌਂਗੋਵਾਲ ਵਾਲਾ ਹੋਵੇਗਾ । ਇਸ ਦੇ ਨਾਲ ਹੀ ਅਕਾਲੀਆਂ ਨੂੰ ਵਾਰਨਿੰਗ ਵੀ ਦੇ ਦਿੱਤੀ ਗਈ ਕਿ ਕੇਵਲ ਤੇ ਕੇਵਲ ਸਿੱਖ ਕੌਮ ਦੇ ਭਵਿੱਖ ਦਾ ਫ਼ੈਸਲਾ ਉਹੀ ਕਰਨਗੇ ਜੋ ਕੁਰਬਾਨੀਆਂ ਦੇ ਰਹੇ ਹਨ । ਹੋਰ ਕਿਸੇ ਨੂੰ ਕੋਈ ਹੱਕ ਨਹੀਂ । ਖ਼ਾਲਸਾ ਜੀਓ ! ਕੁਝ ਲੋਕ ਦਾਸ ਉਪਰ ਇਹ ਦੋਸ਼ ਲਾਉਂਦੇ ਹਨ ਕਿ 'ਮੈਂ 9 ਅਪ੍ਰੈਲ ਦੀ ਮੀਟਿੰਗ ਵਿੱਚ ਸਰਕਾਰ ਬਣਾਉਣ ਦੀ ਗੱਲ ਕੀਤੀ, ਪਰ ਤੁਸੀਂ ਖ਼ੁਦ ਹੀ ਅੰਦਾਜ਼ਾ ਲਗਾ ਲਵੋ ਕਿ ਜੇਕਰ ਮੀਟਿੰਗ ਵਿੱਚ ਕੋਈ ਅਜਿਹਾ ਫ਼ੈਸਲਾ ਹੋਇਆ ਹੁੰਦਾ ਤਾਂ ਦਾਸ ਵੱਲੋਂ 13 ਅਪ੍ਰੈਲ ਨੂੰ ਦਮਦਮਾ ਸਾਹਿਬ ਵਿਖੇ ਮੁੜ ਖ਼ਾਲਿਸਤਾਨ ਦੇ ਨਿਸ਼ਾਨੇ ਉੱਤੇ ਪੱਕੇ ਰਹਿਣ ਅਤੇ ਖ਼ਾਲਿਸਤਾਨ ਤੋਂ ਘੱਟ ਫ਼ੈਸਲਾ ਕਰਨ ਵਾਲਿਆਂ ਨੂੰ ਵਾਰਨਿੰਗ ਕਿਉਂ ਦਿੱਤੀ ਜਾਂਦੀ । [62, 125, 228, 477]
article3-headline [768, 1026, 968, 1082]
ad-line: Sikh News [818, 1308, 930, 1334]
